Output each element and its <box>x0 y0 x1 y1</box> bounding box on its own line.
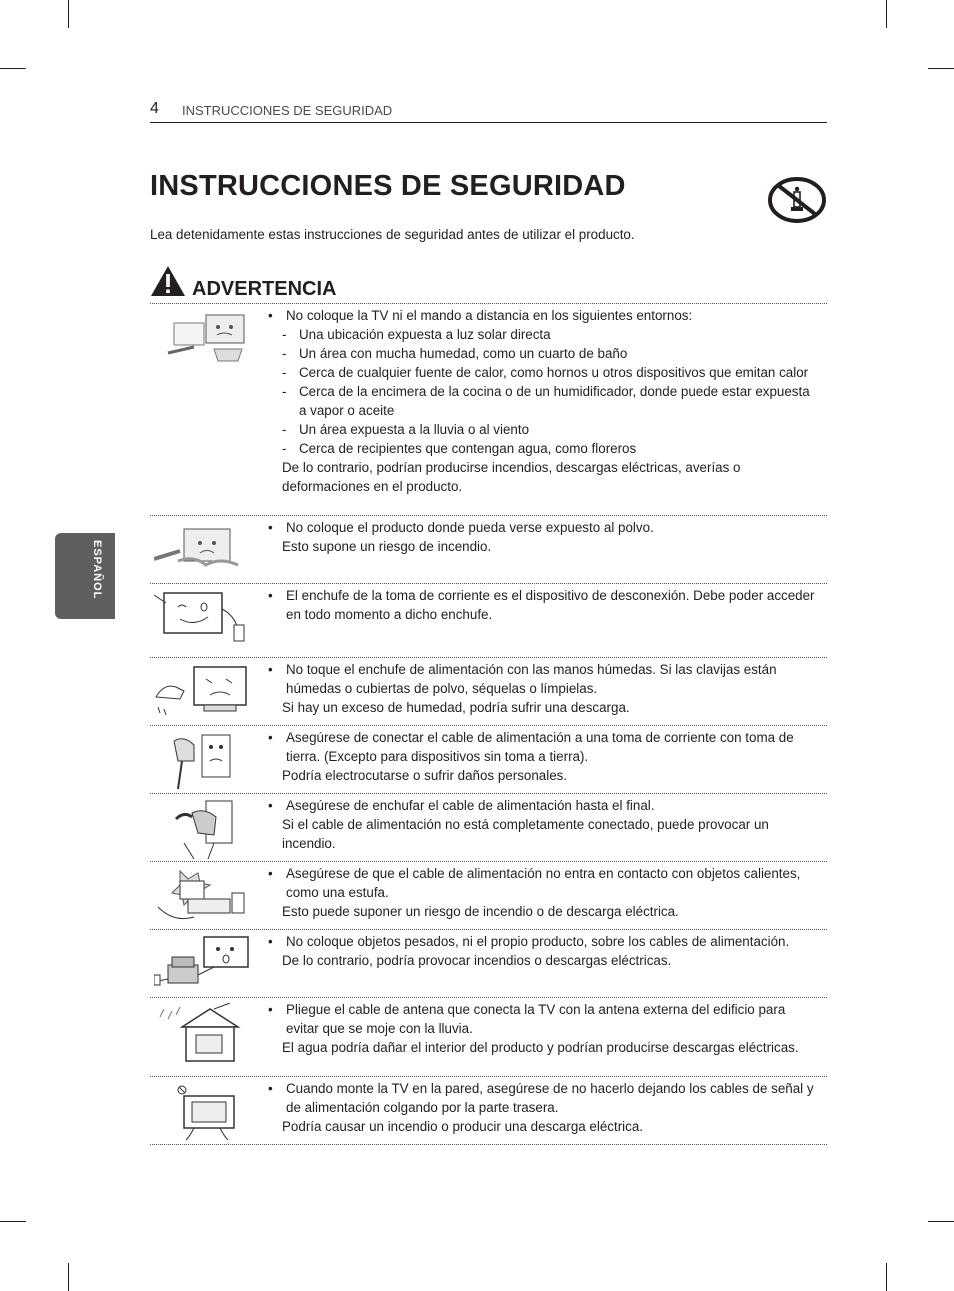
warning-item: • No coloque objetos pesados, ni el propio producto, sobre los cables de alimentación. De lo contrario, podría provocar incendios o descargas eléctricas. <box>150 930 827 998</box>
item-5-bullet: Asegúrese de enchufar el cable de alimentación hasta el final. <box>286 798 655 813</box>
warning-item: • No toque el enchufe de alimentación con las manos húmedas. Si las clavijas están húmedas o cubiertas de polvo, séquelas o límpielas. Si hay un exceso de humedad, podría sufrir una descarga. <box>150 658 827 726</box>
section-title-warning: ADVERTENCIA <box>192 278 337 300</box>
no-stand-icon <box>768 177 826 223</box>
page-title: INSTRUCCIONES DE SEGURIDAD <box>150 170 626 202</box>
item-2-bullet: El enchufe de la toma de corriente es el dispositivo de desconexión. Debe poder acceder en todo momento a dicho enchufe. <box>286 588 815 622</box>
wall-mount-cables-illustration <box>154 1082 250 1142</box>
plug-fully-inserted-illustration <box>154 799 250 859</box>
item-0-bullet: No coloque la TV ni el mando a distancia en los siguientes entornos: <box>286 308 693 323</box>
heavy-object-cable-illustration <box>154 935 250 995</box>
page-number: 4 <box>150 100 159 117</box>
warning-list <box>150 304 827 1145</box>
item-0-sub-4: Un área expuesta a la lluvia o al viento <box>299 422 530 437</box>
crop-mark <box>928 68 954 69</box>
crop-mark <box>68 1263 69 1291</box>
item-8-sub: El agua podría dañar el interior del producto y podrían producirse descargas eléctricas. <box>282 1040 799 1055</box>
tv-plug-access-illustration <box>154 589 250 649</box>
warning-item: • El enchufe de la toma de corriente es el dispositivo de desconexión. Debe poder acceder en todo momento a dicho enchufe. <box>150 584 827 658</box>
running-title: INSTRUCCIONES DE SEGURIDAD <box>182 103 393 118</box>
item-6-sub: Esto puede suponer un riesgo de incendio o de descarga eléctrica. <box>282 904 679 919</box>
intro-text: Lea detenidamente estas instrucciones de seguridad antes de utilizar el producto. <box>150 227 635 242</box>
language-tab <box>55 533 115 619</box>
item-8-bullet: Pliegue el cable de antena que conecta la TV con la antena externa del edificio para evitar que se moje con la lluvia. <box>286 1002 786 1036</box>
warning-triangle-icon <box>150 265 186 297</box>
item-9-bullet: Cuando monte la TV en la pared, asegúrese de no hacerlo dejando los cables de señal y de alimentación colgando por la parte trasera. <box>286 1081 814 1115</box>
warning-item: • Pliegue el cable de antena que conecta la TV con la antena externa del edificio para evitar que se moje con la lluvia. El agua podría dañar el interior del producto y podrían producirse descargas eléctricas. <box>150 998 827 1077</box>
item-7-sub: De lo contrario, podría provocar incendios o descargas eléctricas. <box>282 953 672 968</box>
item-0-sub-5: Cerca de recipientes que contengan agua, como floreros <box>299 441 637 456</box>
crop-mark <box>886 0 887 28</box>
item-1-bullet: No coloque el producto donde pueda verse expuesto al polvo. <box>286 520 654 535</box>
warning-item: • No coloque la TV ni el mando a distancia en los siguientes entornos: - Una ubicación expuesta a luz solar directa - Un área con mucha humedad, como un cuarto de baño - Cerca de cualquier fuente de calor, como hornos u otros dispositivos que emitan calor - Cerca de la encimera de la cocina o de un humidificador, donde puede estar expuesta a vapor o aceite - Un área expuesta a la lluvia o al viento - Cerca de recipientes que contengan agua, como floreros De lo contrario, podrían producirse incendios, descargas eléctricas, averías o deformaciones en el producto. <box>150 304 827 516</box>
item-7-bullet: No coloque objetos pesados, ni el propio producto, sobre los cables de alimentación. <box>286 934 790 949</box>
crop-mark <box>68 0 69 28</box>
item-3-sub: Si hay un exceso de humedad, podría sufrir una descarga. <box>282 700 630 715</box>
tv-dust-illustration <box>154 521 250 581</box>
item-0-sub-1: Un área con mucha humedad, como un cuarto de baño <box>299 346 628 361</box>
item-0-sub-2: Cerca de cualquier fuente de calor, como hornos u otros dispositivos que emitan calor <box>299 365 809 380</box>
crop-mark <box>0 1221 26 1222</box>
item-3-bullet: No toque el enchufe de alimentación con las manos húmedas. Si las clavijas están húmedas o cubiertas de polvo, séquelas o límpielas. <box>286 662 777 696</box>
antenna-rain-illustration <box>154 1003 250 1063</box>
hot-object-cable-illustration <box>154 867 250 927</box>
wet-hands-plug-illustration <box>154 663 250 723</box>
item-0-sub-0: Una ubicación expuesta a luz solar directa <box>299 327 551 342</box>
item-4-sub: Podría electrocutarse o sufrir daños personales. <box>282 768 568 783</box>
item-4-bullet: Asegúrese de conectar el cable de alimentación a una toma de corriente con toma de tierra. (Excepto para dispositivos sin toma a tierra). <box>286 730 794 764</box>
crop-mark <box>928 1221 954 1222</box>
item-6-bullet: Asegúrese de que el cable de alimentación no entra en contacto con objetos calientes, como una estufa. <box>286 866 801 900</box>
tv-environment-illustration <box>154 309 250 369</box>
item-5-sub: Si el cable de alimentación no está completamente conectado, puede provocar un incendio. <box>282 817 769 851</box>
page-header <box>150 100 827 123</box>
grounded-outlet-illustration <box>154 731 250 791</box>
warning-item: • Asegúrese de enchufar el cable de alimentación hasta el final. Si el cable de alimentación no está completamente conectado, puede provocar un incendio. <box>150 794 827 862</box>
item-9-sub: Podría causar un incendio o producir una descarga eléctrica. <box>282 1119 644 1134</box>
warning-item: • No coloque el producto donde pueda verse expuesto al polvo. Esto supone un riesgo de incendio. <box>150 516 827 584</box>
item-0-sub-3: Cerca de la encimera de la cocina o de un humidificador, donde puede estar expuesta a vapor o aceite <box>299 384 810 418</box>
warning-item: • Asegúrese de conectar el cable de alimentación a una toma de corriente con toma de tierra. (Excepto para dispositivos sin toma a tierra). Podría electrocutarse o sufrir daños personales. <box>150 726 827 794</box>
language-label: ESPAÑOL <box>91 540 103 600</box>
item-0-note: De lo contrario, podrían producirse incendios, descargas eléctricas, averías o deformaciones en el producto. <box>282 460 741 494</box>
warning-item: • Cuando monte la TV en la pared, asegúrese de no hacerlo dejando los cables de señal y de alimentación colgando por la parte trasera. Podría causar un incendio o producir una descarga eléctrica. <box>150 1077 827 1145</box>
warning-item: • Asegúrese de que el cable de alimentación no entra en contacto con objetos calientes, como una estufa. Esto puede suponer un riesgo de incendio o de descarga eléctrica. <box>150 862 827 930</box>
item-1-sub: Esto supone un riesgo de incendio. <box>282 539 492 554</box>
crop-mark <box>0 68 26 69</box>
crop-mark <box>886 1263 887 1291</box>
